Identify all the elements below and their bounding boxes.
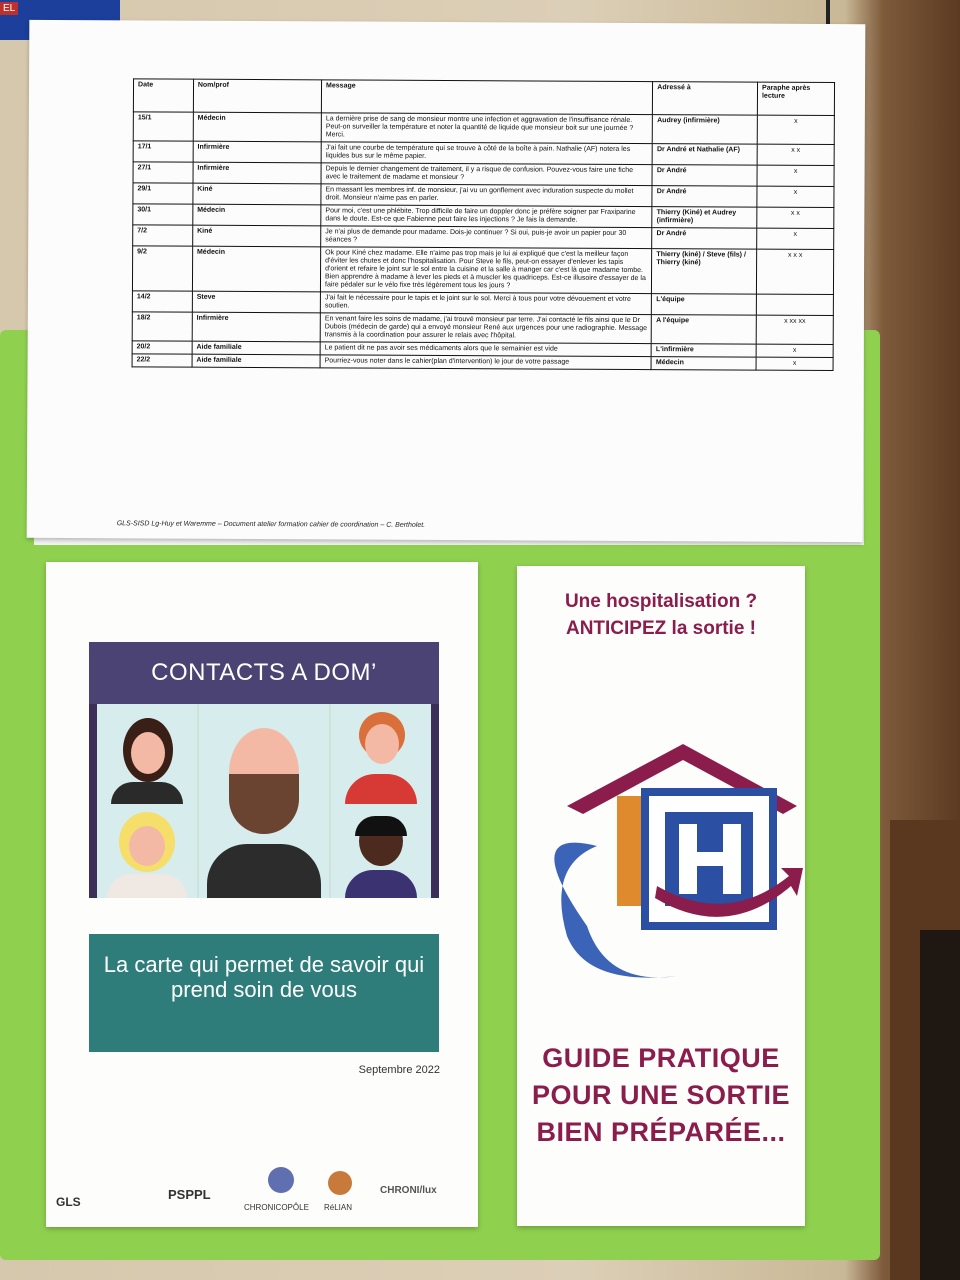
cell-date: 9/2 xyxy=(132,246,192,291)
cell-date: 18/2 xyxy=(132,312,192,341)
cell-sig: x xyxy=(757,228,834,249)
cell-to: Dr André xyxy=(652,228,757,250)
cell-date: 15/1 xyxy=(133,112,193,141)
person-tile xyxy=(97,804,197,898)
cell-message: J'ai fait une courbe de température qui se trouve à côté de la boîte à pain. Nathalie (AF) notera les liquides bus sur le même papier. xyxy=(321,142,652,165)
cell-to: Dr André xyxy=(652,165,757,187)
cell-to: L'équipe xyxy=(652,294,757,316)
logo-psppl: PSPPL xyxy=(168,1187,211,1202)
cell-nom: Médecin xyxy=(193,112,321,142)
cell-message: J'ai fait le nécessaire pour le tapis et le joint sur le sol. Merci à tous pour votre dévouement et votre soutien. xyxy=(320,292,651,315)
cell-to: Dr André et Nathalie (AF) xyxy=(652,144,757,166)
cell-sig: x x xyxy=(757,144,834,165)
blue-object: EL xyxy=(0,0,120,40)
table-header xyxy=(133,79,834,116)
header-adresse: Adressé à xyxy=(653,82,758,116)
card-tagline: La carte qui permet de savoir qui prend soin de vous xyxy=(89,934,439,1052)
cell-to: Médecin xyxy=(651,357,756,371)
cell-date: 27/1 xyxy=(133,162,193,183)
people-illustration xyxy=(97,704,431,898)
header-date: Date xyxy=(133,79,193,112)
cell-message: Pour moi, c'est une phlébite. Trop difficile de faire un doppler donc je préfère soigner par Fraxiparine dans le doute. Est-ce que Fabienne peut faire les injections ? Je fais la demande. xyxy=(321,205,652,228)
relian-icon xyxy=(328,1171,352,1195)
cell-date: 7/2 xyxy=(133,225,193,246)
cell-date: 30/1 xyxy=(133,204,193,225)
person-tile xyxy=(97,704,197,804)
cell-sig: x xyxy=(756,344,833,357)
cell-message: En massant les membres inf. de monsieur, j'ai vu un gonflement avec induration suspecte du mollet droit. Monsieur n'aime pas en parler. xyxy=(321,184,652,207)
cell-message: Pourriez-vous noter dans le cahier(plan d'intervention) le jour de votre passage xyxy=(320,355,651,370)
coordination-sheet xyxy=(27,20,866,542)
logo-chronilux: CHRONI/lux xyxy=(380,1185,437,1196)
cell-sig: x xyxy=(756,357,833,370)
table-row xyxy=(132,312,833,345)
cell-sig: x xx xx xyxy=(756,315,833,344)
illustration-frame xyxy=(89,642,439,898)
cell-sig: x x xyxy=(757,207,834,228)
guide-heading: GUIDE PRATIQUE POUR UNE SORTIE BIEN PRÉPARÉE... xyxy=(531,1043,791,1147)
coordination-table xyxy=(132,78,836,371)
cell-message: En venant faire les soins de madame, j'ai trouvé monsieur par terre. J'ai contacté le fils ainsi que le Dr Dubois (médecin de garde) qui a envoyé monsieur René aux urgences pour une radiographie. Message transmis à la coordination pour assurer le relais avec l'hôpital. xyxy=(320,313,651,344)
cell-sig xyxy=(756,294,833,315)
hospital-guide-card xyxy=(517,566,805,1226)
card-date: Septembre 2022 xyxy=(358,1064,440,1076)
hospital-house-icon xyxy=(527,736,817,996)
cell-nom: Infirmière xyxy=(192,312,320,342)
partner-logos xyxy=(56,1167,476,1217)
cell-to: Audrey (infirmière) xyxy=(653,115,758,145)
cell-to: Thierry (Kiné) et Audrey (infirmière) xyxy=(652,207,757,229)
chronicopole-icon xyxy=(268,1167,294,1193)
cell-nom: Aide familiale xyxy=(192,354,320,368)
cell-message: Je n'ai plus de demande pour madame. Dois-je continuer ? Si oui, puis-je avoir un papier pour 30 séances ? xyxy=(321,226,652,249)
logo-relian: RéLIAN xyxy=(324,1203,353,1212)
cell-message: Le patient dit ne pas avoir ses médicaments alors que le semainier est vide xyxy=(320,342,651,357)
cell-nom: Infirmière xyxy=(193,162,321,184)
cell-date: 20/2 xyxy=(132,341,192,354)
cell-nom: Médecin xyxy=(193,204,321,226)
question-heading: Une hospitalisation ? ANTICIPEZ la sortie ! xyxy=(564,591,758,639)
table-row xyxy=(132,246,833,295)
table-row xyxy=(133,112,834,145)
cell-to: Thierry (kiné) / Steve (fils) / Thierry (kiné) xyxy=(652,249,757,295)
cell-sig: x xyxy=(757,165,834,186)
cell-date: 14/2 xyxy=(132,291,192,312)
cell-message: Ok pour Kiné chez madame. Elle n'aime pas trop mais je lui ai expliqué que c'est la meilleur façon d'éviter les chutes et donc l'hospitalisation. Pour Steve le fils, peut-on essayer d'enlever les tapis d'orient et refaire le joint sur le sol entre la cuisine et la salle à manger car c'est là que madame tombe. Bien apprendre à madame à lever les pieds et à muscler les quadriceps. Est-ce illusoire d'essayer de la faire pédaler sur le vélo fixe très légèrement tous les jours ? xyxy=(320,247,651,294)
cell-date: 29/1 xyxy=(133,183,193,204)
cell-nom: Steve xyxy=(192,291,320,313)
cell-nom: Aide familiale xyxy=(192,341,320,355)
cell-to: A l'équipe xyxy=(651,315,756,345)
table-row xyxy=(132,354,833,371)
cell-sig: x xyxy=(757,115,834,144)
cell-message: La dernière prise de sang de monsieur montre une infection et aggravation de l'insuffisance rénale. Peut-on surveiller la température et noter la quantité de liquide que monsieur boit sur une journée ? Merci. xyxy=(321,113,652,144)
cell-sig: x x x xyxy=(756,249,833,294)
person-tile xyxy=(199,704,329,898)
card-title: CONTACTS A DOM’ xyxy=(89,642,439,704)
header-nom: Nom/prof xyxy=(193,79,321,113)
header-message: Message xyxy=(321,80,652,115)
cell-to: Dr André xyxy=(652,186,757,208)
cell-nom: Kiné xyxy=(193,183,321,205)
logo-gls: GLS xyxy=(56,1195,81,1209)
contacts-a-dom-card xyxy=(46,562,478,1227)
header-paraphe: Paraphe après lecture xyxy=(757,82,834,115)
cell-message: Depuis le dernier changement de traitement, il y a risque de confusion. Pouvez-vous faire une fiche avec le traitement de madame et monsieur ? xyxy=(321,163,652,186)
cell-to: L'infirmière xyxy=(651,344,756,358)
cell-nom: Médecin xyxy=(192,246,320,292)
cell-sig: x xyxy=(757,186,834,207)
sheet-footer: GLS-SISD Lg-Huy et Waremme – Document atelier formation cahier de coordination – C. Bertholet. xyxy=(116,520,426,529)
cell-date: 17/1 xyxy=(133,141,193,162)
cell-date: 22/2 xyxy=(132,354,192,367)
person-tile xyxy=(331,804,431,898)
cell-nom: Kiné xyxy=(193,225,321,247)
logo-chronicopole: CHRONICOPÔLE xyxy=(244,1203,309,1212)
chair-shadow xyxy=(920,930,960,1280)
cell-nom: Infirmière xyxy=(193,141,321,163)
person-tile xyxy=(331,704,431,804)
